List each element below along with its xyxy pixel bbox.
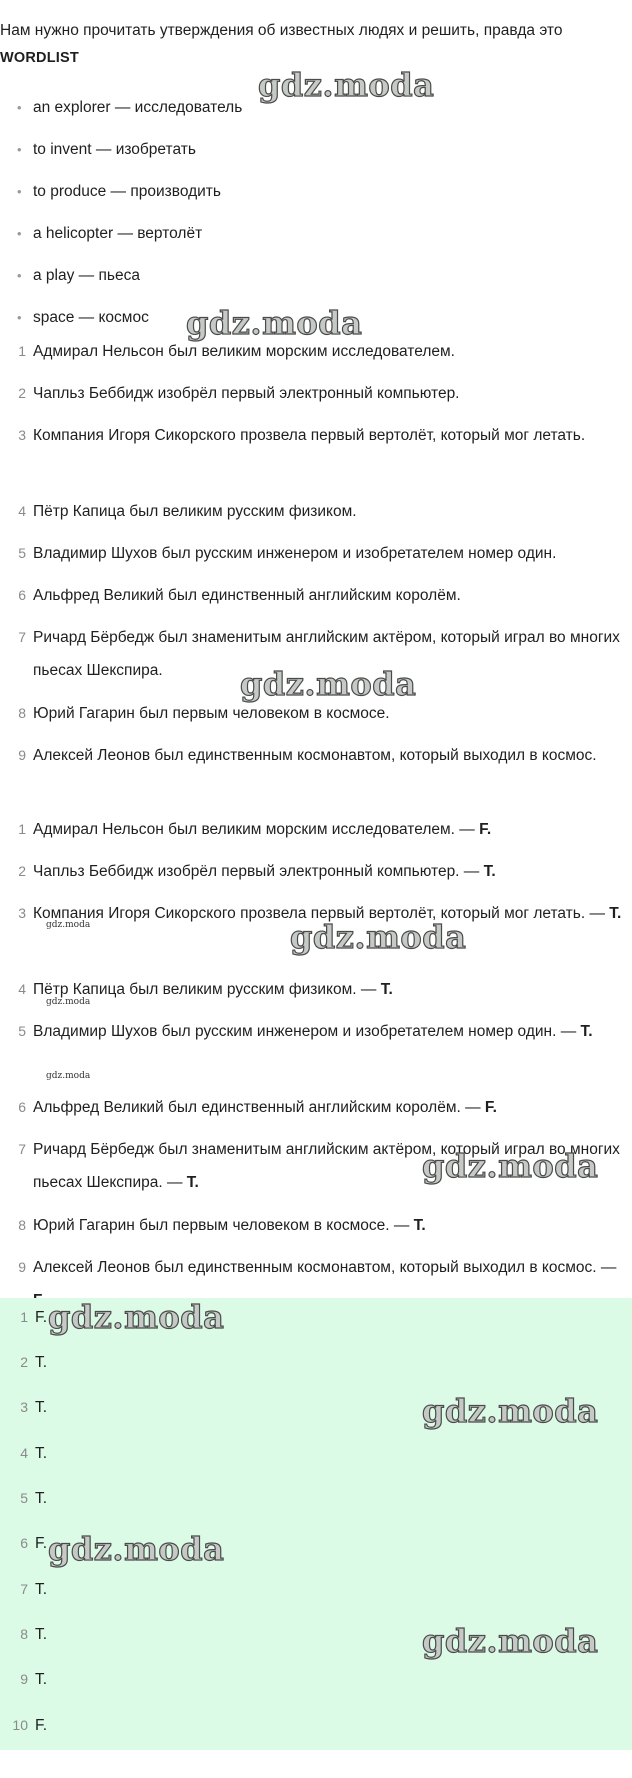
item-answer: T. xyxy=(186,1174,199,1191)
item-number: 3 xyxy=(18,905,26,921)
item-number: 4 xyxy=(18,503,26,519)
item-number: 5 xyxy=(20,1490,28,1506)
watermark: gdz.moda xyxy=(422,1392,599,1430)
list-item xyxy=(18,377,626,410)
item-answer: T. xyxy=(380,981,393,998)
answer-item xyxy=(20,1354,48,1372)
item-number: 5 xyxy=(18,1023,26,1039)
item-number: 9 xyxy=(20,1671,28,1687)
watermark-small: gdz.moda xyxy=(46,920,91,930)
item-number: 1 xyxy=(18,343,26,359)
item-text: Альфред Великий был единственный английским королём. xyxy=(33,587,461,604)
watermark: gdz.moda xyxy=(290,918,467,956)
answer-item xyxy=(20,1490,48,1508)
item-text: Пётр Капица был великим русским физиком. xyxy=(33,503,357,520)
item-text: Ричард Бёрбедж был знаменитым английским актёром, который играл во многих пьесах Шекспира. xyxy=(33,629,620,679)
item-answer: T. xyxy=(580,1023,593,1040)
intro-text: Нам нужно прочитать утверждения об известных людях и решить, правда это xyxy=(0,22,563,39)
item-answer: T. xyxy=(35,1626,48,1643)
item-answer: T. xyxy=(35,1354,48,1371)
item-number: 4 xyxy=(18,981,26,997)
item-text: Компания Игоря Сикорского прозвела первый вертолёт, который мог летать. — xyxy=(33,905,610,922)
wordlist-item: • an explorer — исследователь xyxy=(33,99,242,117)
list-item xyxy=(18,739,626,772)
list-item xyxy=(18,855,626,888)
item-text: Алексей Леонов был единственным космонавтом, который выходил в космос. — xyxy=(33,1259,617,1276)
item-answer: F. xyxy=(35,1309,48,1326)
list-item xyxy=(18,579,626,612)
item-answer: F. xyxy=(484,1099,497,1116)
item-number: 2 xyxy=(18,863,26,879)
answer-item xyxy=(20,1445,48,1463)
item-number: 7 xyxy=(18,629,26,645)
answer-item xyxy=(20,1399,48,1417)
list-item xyxy=(18,495,626,528)
item-number: 6 xyxy=(18,1099,26,1115)
item-text: Чапльз Беббидж изобрёл первый электронный компьютер. — xyxy=(33,863,484,880)
item-text: Компания Игоря Сикорского прозвела первый вертолёт, который мог летать. xyxy=(33,427,586,444)
item-number: 1 xyxy=(18,821,26,837)
item-number: 8 xyxy=(18,1217,26,1233)
wordlist-item: • space — космос xyxy=(33,309,149,327)
item-number: 6 xyxy=(18,587,26,603)
item-answer: T. xyxy=(35,1445,48,1462)
item-number: 5 xyxy=(18,545,26,561)
wordlist-item: • a helicopter — вертолёт xyxy=(33,225,202,243)
item-answer: T. xyxy=(609,905,622,922)
item-answer: F. xyxy=(35,1535,48,1552)
item-number: 7 xyxy=(20,1581,28,1597)
item-answer: T. xyxy=(35,1671,48,1688)
list-item xyxy=(18,419,626,452)
item-number: 8 xyxy=(18,705,26,721)
list-item xyxy=(18,1091,626,1124)
list-item xyxy=(18,813,626,846)
item-number: 6 xyxy=(20,1535,28,1551)
wordlist-item: • a play — пьеса xyxy=(33,267,140,285)
list-item xyxy=(18,1209,626,1242)
item-text: Чапльз Беббидж изобрёл первый электронный компьютер. xyxy=(33,385,460,402)
item-number: 4 xyxy=(20,1445,28,1461)
list-item xyxy=(18,537,626,570)
item-number: 3 xyxy=(18,427,26,443)
item-text: Владимир Шухов был русским инженером и изобретателем номер один. — xyxy=(33,1023,581,1040)
item-text: Юрий Гагарин был первым человеком в космосе. — xyxy=(33,1217,414,1234)
answer-item xyxy=(20,1309,48,1327)
item-answer: T. xyxy=(483,863,496,880)
watermark: gdz.moda xyxy=(422,1147,599,1185)
answer-key-block xyxy=(0,1298,632,1750)
item-answer: T. xyxy=(35,1399,48,1416)
watermark: gdz.moda xyxy=(48,1298,225,1336)
wordlist-item: • to produce — производить xyxy=(33,183,221,201)
item-number: 10 xyxy=(12,1717,28,1733)
item-number: 7 xyxy=(18,1141,26,1157)
watermark-small: gdz.moda xyxy=(46,997,91,1007)
item-answer: T. xyxy=(35,1581,48,1598)
item-text: Пётр Капица был великим русским физиком. — xyxy=(33,981,381,998)
answer-item xyxy=(20,1581,48,1599)
item-text: Ричард Бёрбедж был знаменитым английским актёром, который играл во многих пьесах Шекспира. — xyxy=(33,1141,620,1191)
item-text: Владимир Шухов был русским инженером и изобретателем номер один. xyxy=(33,545,557,562)
answer-item xyxy=(20,1535,48,1553)
item-answer: T. xyxy=(413,1217,426,1234)
wordlist-heading: WORDLIST xyxy=(0,50,79,66)
list-item xyxy=(18,1015,626,1048)
wordlist-item: • to invent — изобретать xyxy=(33,141,196,159)
list-item xyxy=(18,973,626,1006)
item-number: 2 xyxy=(20,1354,28,1370)
item-number: 1 xyxy=(20,1309,28,1325)
item-number: 9 xyxy=(18,1259,26,1275)
watermark: gdz.moda xyxy=(258,66,435,104)
item-text: Адмирал Нельсон был великим морским исследователем. — xyxy=(33,821,480,838)
item-number: 2 xyxy=(18,385,26,401)
watermark: gdz.moda xyxy=(48,1530,225,1568)
item-number: 9 xyxy=(18,747,26,763)
item-answer: F. xyxy=(35,1717,48,1734)
item-text: Юрий Гагарин был первым человеком в космосе. xyxy=(33,705,390,722)
item-text: Альфред Великий был единственный английским королём. — xyxy=(33,1099,485,1116)
watermark: gdz.moda xyxy=(186,304,363,342)
item-text: Адмирал Нельсон был великим морским исследователем. xyxy=(33,343,455,360)
answer-item xyxy=(12,1717,48,1735)
item-answer: T. xyxy=(35,1490,48,1507)
item-answer: F. xyxy=(479,821,492,838)
watermark-small: gdz.moda xyxy=(46,1071,91,1081)
item-number: 3 xyxy=(20,1399,28,1415)
item-text: Алексей Леонов был единственным космонавтом, который выходил в космос. xyxy=(33,747,597,764)
answer-item xyxy=(20,1626,48,1644)
item-number: 8 xyxy=(20,1626,28,1642)
watermark: gdz.moda xyxy=(422,1622,599,1660)
watermark: gdz.moda xyxy=(240,665,417,703)
answer-item xyxy=(20,1671,48,1689)
